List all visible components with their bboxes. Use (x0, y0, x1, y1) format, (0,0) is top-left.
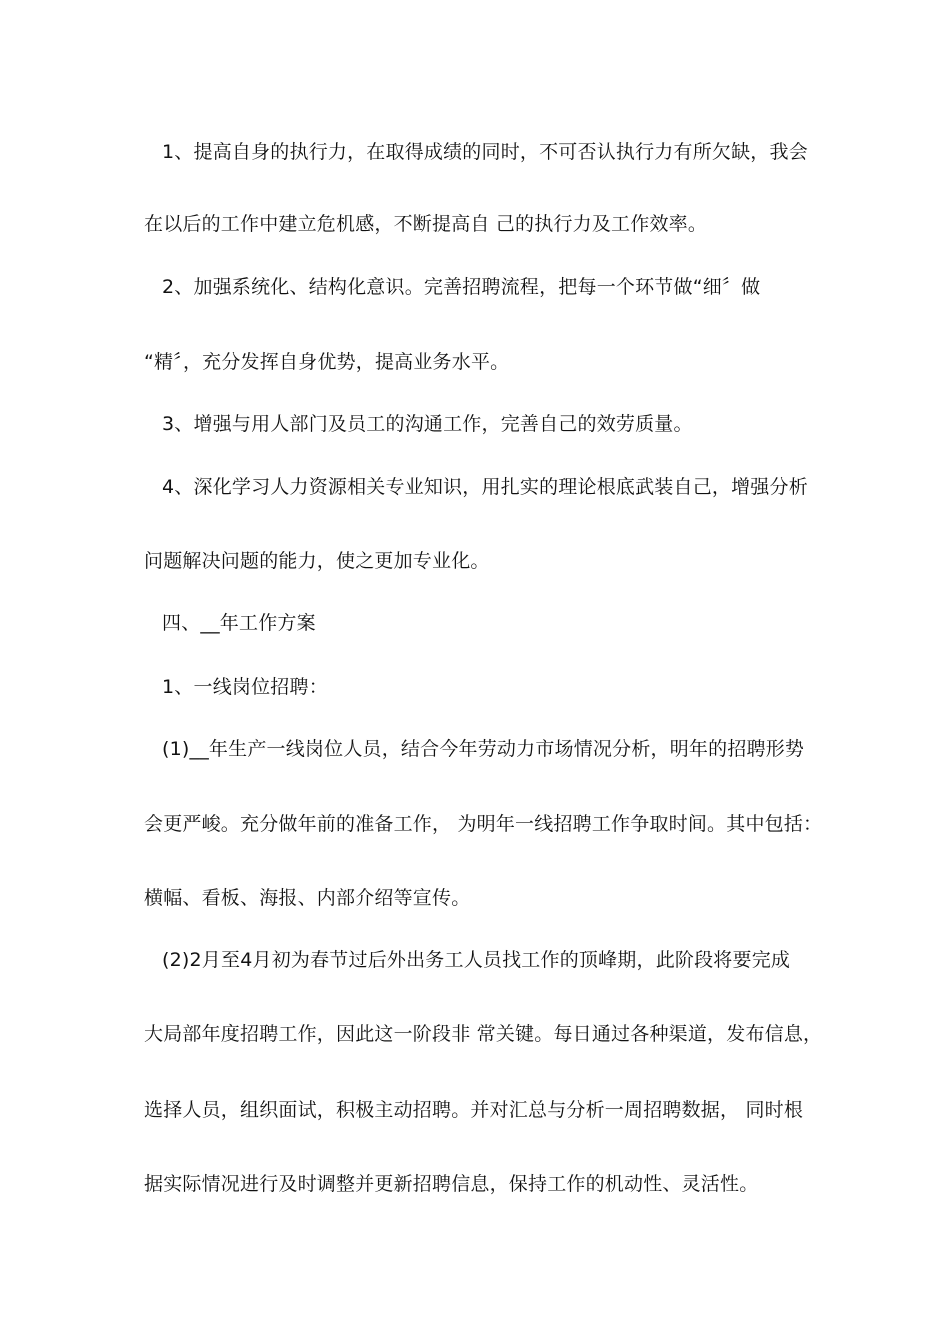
paragraph-line: “精〞，充分发挥自身优势，提高业务水平。 (144, 351, 510, 373)
subsection-heading: 1、一线岗位招聘： (162, 676, 328, 698)
paragraph-line: 4、深化学习人力资源相关专业知识，用扎实的理论根底武装自己，增强分析 (162, 476, 808, 498)
paragraph-line: 1、提高自身的执行力，在取得成绩的同时，不可否认执行力有所欠缺，我会 (162, 141, 808, 163)
paragraph-line: 3、增强与用人部门及员工的沟通工作，完善自己的效劳质量。 (162, 413, 693, 435)
paragraph-line: 据实际情况进行及时调整并更新招聘信息，保持工作的机动性、灵活性。 (144, 1173, 759, 1195)
section-heading: 四、__年工作方案 (162, 612, 316, 634)
paragraph-line: (1)__年生产一线岗位人员，结合今年劳动力市场情况分析，明年的招聘形势 (162, 738, 805, 760)
paragraph-line: 在以后的工作中建立危机感，不断提高自 己的执行力及工作效率。 (144, 213, 708, 235)
paragraph-line: (2)2月至4月初为春节过后外出务工人员找工作的顶峰期，此阶段将要完成 (162, 949, 791, 971)
paragraph-line: 会更严峻。充分做年前的准备工作， 为明年一线招聘工作争取时间。其中包括： (144, 813, 823, 835)
paragraph-line: 2、加强系统化、结构化意识。完善招聘流程，把每一个环节做“细〞做 (162, 276, 761, 298)
paragraph-line: 选择人员，组织面试，积极主动招聘。并对汇总与分析一周招聘数据， 同时根 (144, 1099, 804, 1121)
paragraph-line: 问题解决问题的能力，使之更加专业化。 (144, 550, 490, 572)
paragraph-line: 大局部年度招聘工作，因此这一阶段非 常关键。每日通过各种渠道，发布信息， (144, 1023, 823, 1045)
paragraph-line: 横幅、看板、海报、内部介绍等宣传。 (144, 887, 471, 909)
